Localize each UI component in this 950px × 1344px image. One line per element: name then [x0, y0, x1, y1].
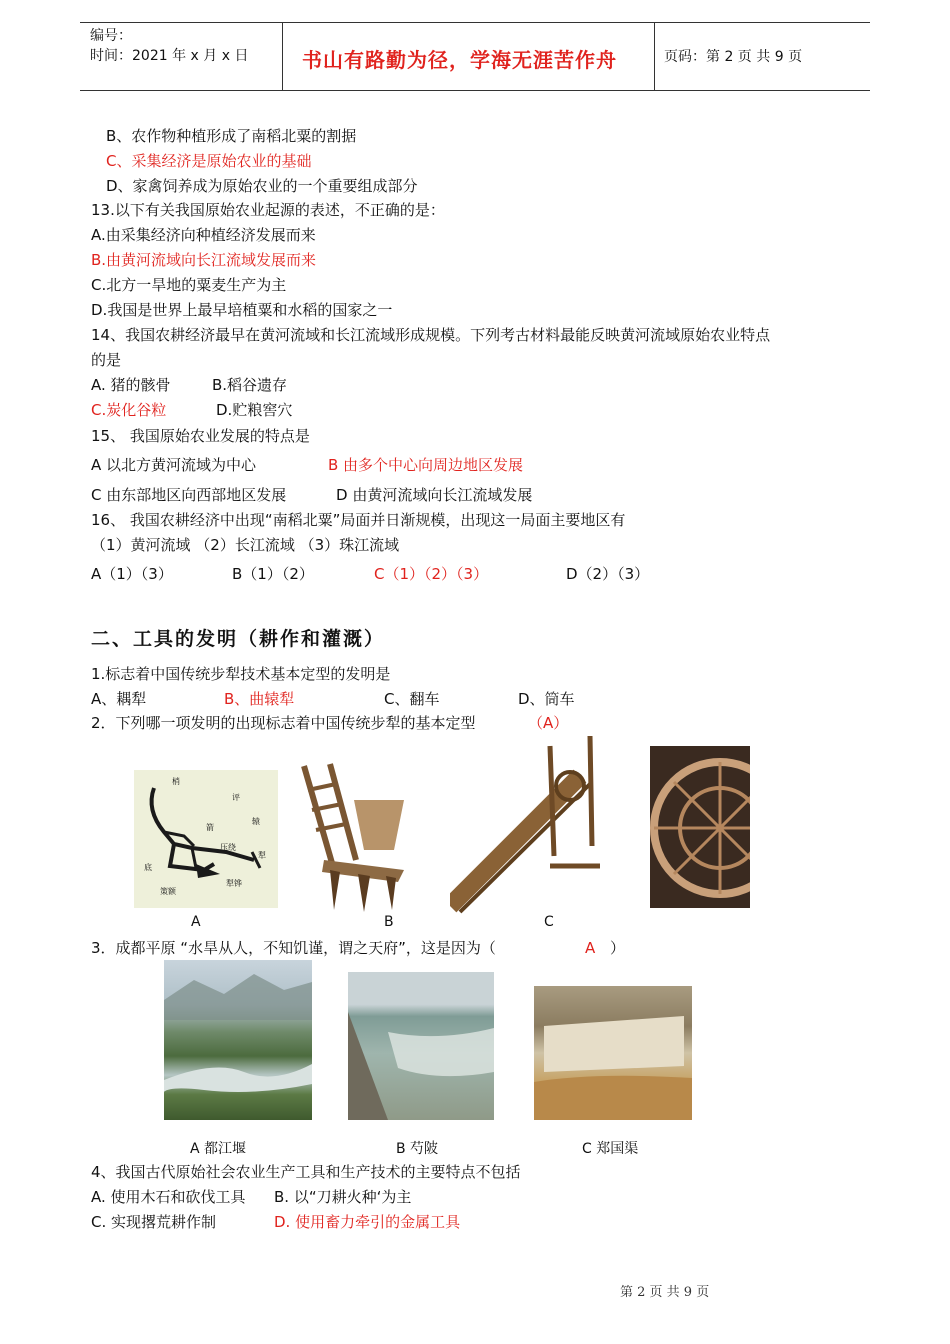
plow-label-ping: 评 — [232, 793, 240, 802]
s2q4-stem: 4、我国古代原始社会农业生产工具和生产技术的主要特点不包括 — [91, 1163, 521, 1181]
s2q3-caption-a: A 都江堰 — [190, 1141, 247, 1157]
q12-option-d: D、家禽饲养成为原始农业的一个重要组成部分 — [106, 177, 418, 195]
s2q1-option-c: C、翻车 — [384, 690, 440, 708]
s2q2-stem: 2．下列哪一项发明的出现标志着中国传统步犁的基本定型 — [91, 714, 476, 732]
q13-option-d: D.我国是世界上最早培植粟和水稻的国家之一 — [91, 301, 393, 319]
header-number-label: 编号： — [90, 28, 132, 44]
curved-plow-diagram-image — [134, 770, 278, 908]
s2q1-stem: 1.标志着中国传统步犁技术基本定型的发明是 — [91, 665, 391, 683]
s2q2-answer: （A） — [528, 714, 569, 732]
s2q3-caption-c: C 郑国渠 — [582, 1141, 639, 1157]
s2q4-option-b: B. 以“刀耕火种‘为主 — [274, 1188, 412, 1206]
header-divider-left — [282, 22, 283, 90]
header-time-label: 时间：2021 年 x 月 x 日 — [90, 48, 249, 64]
q14-option-d: D.贮粮窖穴 — [216, 401, 293, 419]
plow-label-yarao: 压绕 — [220, 843, 236, 852]
q15-option-d: D 由黄河流域向长江流域发展 — [336, 486, 533, 504]
s2q3-caption-b: B 芍陂 — [396, 1141, 439, 1157]
q15-option-a: A 以北方黄河流域为中心 — [91, 456, 257, 474]
q16-option-b: B（1）（2） — [232, 565, 314, 583]
s2q1-option-b-answer: B、曲辕犁 — [224, 690, 295, 708]
q14-stem-line1: 14、我国农耕经济最早在黄河流域和长江流域形成规模。下列考古材料最能反映黄河流域原始农业特点 — [91, 326, 771, 344]
header-top-rule — [80, 22, 870, 23]
header-page-label: 页码：第 2 页 共 9 页 — [664, 49, 803, 65]
s2q4-option-c: C. 实现撂荒耕作制 — [91, 1213, 217, 1231]
q16-option-c-answer: C（1）（2）（3） — [374, 565, 489, 583]
q14-option-c-answer: C.炭化谷粒 — [91, 401, 167, 419]
chain-pump-image — [450, 736, 602, 920]
dujiangyan-image — [164, 960, 312, 1120]
header-motto: 书山有路勤为径，学海无涯苦作舟 — [302, 48, 617, 72]
water-wheel-icon — [650, 746, 750, 908]
q16-option-a: A（1）（3） — [91, 565, 173, 583]
q14-stem-line2: 的是 — [91, 351, 122, 369]
q16-items: （1）黄河流域 （2）长江流域 （3）珠江流域 — [91, 536, 400, 554]
s2q2-caption-b: B — [384, 914, 394, 930]
river-icon — [164, 960, 312, 1120]
q16-option-d: D（2）（3） — [566, 565, 650, 583]
s2q4-option-d-answer: D. 使用畜力牵引的金属工具 — [274, 1213, 461, 1231]
plow-label-jian: 箭 — [206, 823, 214, 832]
plow-label-li: 犁 — [258, 851, 266, 860]
chain-pump-icon — [450, 736, 602, 920]
page-footer: 第 2 页 共 9 页 — [620, 1285, 710, 1300]
reservoir-icon — [348, 972, 494, 1120]
header-divider-right — [654, 22, 655, 90]
header-bottom-rule — [80, 90, 870, 91]
s2q4-option-a: A. 使用木石和砍伐工具 — [91, 1188, 246, 1206]
quebei-image — [348, 972, 494, 1120]
water-wheel-image — [650, 746, 750, 908]
plow-label-yuan: 辕 — [252, 817, 260, 826]
s2q1-option-d: D、筒车 — [518, 690, 575, 708]
s2q2-caption-a: A — [191, 914, 201, 930]
q12-option-c-answer: C、采集经济是原始农业的基础 — [106, 152, 312, 170]
q14-option-a: A. 猪的骸骨 — [91, 376, 171, 394]
q13-option-b-answer: B.由黄河流域向长江流域发展而来 — [91, 251, 317, 269]
s2q1-option-a: A、耦犁 — [91, 690, 147, 708]
plow-label-cee: 策额 — [160, 887, 176, 896]
s2q3-stem: 3．成都平原 “水旱从人，不知饥谨，谓之天府”，这是因为（ — [91, 939, 496, 957]
seed-drill-icon — [294, 760, 414, 920]
s2q2-caption-c: C — [544, 914, 554, 930]
q14-option-b: B.稻谷遗存 — [212, 376, 288, 394]
s2q3-close-paren: ） — [610, 939, 626, 957]
dam-icon — [534, 986, 692, 1120]
section2-title: 二、工具的发明（耕作和灌溉） — [91, 628, 386, 650]
plow-label-shao: 梢 — [172, 777, 180, 786]
q15-option-b-answer: B 由多个中心向周边地区发展 — [328, 456, 524, 474]
q16-stem: 16、 我国农耕经济中出现“南稻北粟”局面并日渐规模，出现这一局面主要地区有 — [91, 511, 626, 529]
plow-diagram-icon — [134, 770, 278, 908]
seed-drill-image — [294, 760, 414, 920]
q12-option-b: B、农作物种植形成了南稻北粟的割据 — [106, 127, 357, 145]
s2q3-answer: A — [585, 939, 596, 957]
q13-option-c: C.北方一旱地的粟麦生产为主 — [91, 276, 287, 294]
plow-label-lihua: 犁铧 — [226, 879, 242, 888]
q13-stem: 13.以下有关我国原始农业起源的表述，不正确的是： — [91, 201, 445, 219]
plow-label-di: 底 — [144, 863, 152, 872]
q13-option-a: A.由采集经济向种植经济发展而来 — [91, 226, 316, 244]
q15-stem: 15、 我国原始农业发展的特点是 — [91, 427, 310, 445]
zhengguo-canal-image — [534, 986, 692, 1120]
q15-option-c: C 由东部地区向西部地区发展 — [91, 486, 287, 504]
